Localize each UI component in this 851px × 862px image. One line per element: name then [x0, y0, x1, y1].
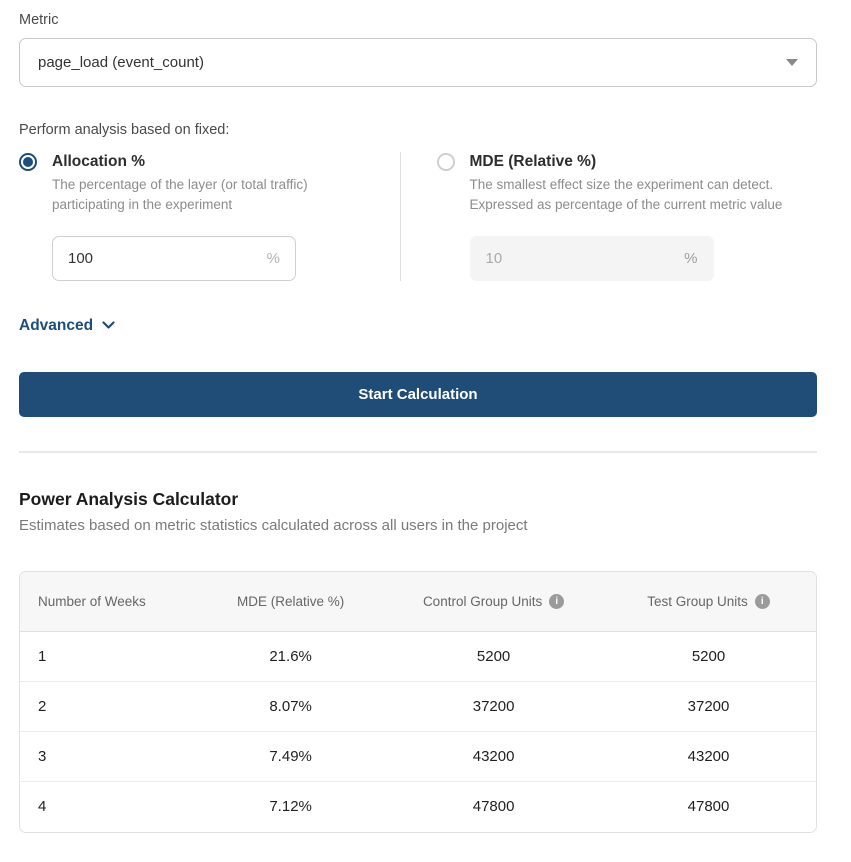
chevron-down-icon [786, 59, 798, 66]
cell-weeks: 1 [20, 632, 195, 682]
header-mde: MDE (Relative %) [195, 572, 386, 632]
table-body [20, 632, 816, 832]
cell-control-units: 43200 [386, 732, 601, 782]
results-title: Power Analysis Calculator [19, 488, 239, 509]
table-row [20, 782, 816, 832]
table-row [20, 682, 816, 732]
allocation-title: Allocation % [52, 153, 146, 170]
cell-mde: 21.6% [195, 632, 386, 682]
mde-input-box [470, 236, 714, 281]
cell-mde: 7.49% [195, 732, 386, 782]
metric-label: Metric [19, 12, 59, 28]
cell-control-units: 5200 [386, 632, 601, 682]
mde-percent-suffix: % [684, 249, 698, 267]
header-number-of-weeks: Number of Weeks [20, 572, 195, 632]
cell-control-units: 37200 [386, 682, 601, 732]
mde-description: The smallest effect size the experiment can detect. Expressed as percentage of the current metric value [469, 177, 783, 212]
mde-input [486, 250, 685, 267]
table-row [20, 632, 816, 682]
analysis-mode-label: Perform analysis based on fixed: [19, 122, 230, 138]
allocation-input[interactable] [68, 250, 267, 267]
cell-test-units: 43200 [601, 732, 816, 782]
advanced-toggle[interactable] [19, 317, 115, 335]
table-header-row [20, 572, 816, 632]
cell-weeks: 4 [38, 798, 47, 816]
cell-test-units: 5200 [601, 632, 816, 682]
allocation-radio[interactable] [19, 153, 37, 171]
cell-mde: 7.12% [269, 798, 312, 816]
start-calculation-button[interactable]: Start Calculation [19, 372, 817, 417]
section-divider [19, 451, 817, 453]
info-icon[interactable]: i [755, 594, 770, 609]
mde-title: MDE (Relative %) [469, 153, 597, 170]
results-table [19, 571, 817, 833]
cell-test-units: 47800 [687, 798, 730, 816]
allocation-input-box [52, 236, 296, 281]
metric-dropdown[interactable] [19, 38, 817, 87]
option-allocation[interactable] [19, 152, 400, 281]
option-mde[interactable] [401, 152, 818, 281]
table-row [20, 732, 816, 782]
allocation-description: The percentage of the layer (or total traffic) participating in the experiment [52, 177, 308, 212]
metric-dropdown-value: page_load (event_count) [38, 54, 204, 71]
advanced-label: Advanced [19, 316, 94, 334]
cell-test-units: 37200 [601, 682, 816, 732]
mde-radio[interactable] [437, 153, 455, 171]
header-test-group-units: Test Group Units i [601, 572, 816, 632]
analysis-options [19, 152, 817, 281]
results-subtitle: Estimates based on metric statistics calculated across all users in the project [19, 516, 528, 534]
allocation-percent-suffix: % [266, 249, 280, 267]
header-control-group-units: Control Group Units i [386, 572, 601, 632]
chevron-down-icon [102, 321, 115, 330]
cell-weeks: 3 [20, 732, 195, 782]
cell-weeks: 2 [20, 682, 195, 732]
cell-mde: 8.07% [195, 682, 386, 732]
cell-control-units: 47800 [472, 798, 515, 816]
info-icon[interactable]: i [549, 594, 564, 609]
